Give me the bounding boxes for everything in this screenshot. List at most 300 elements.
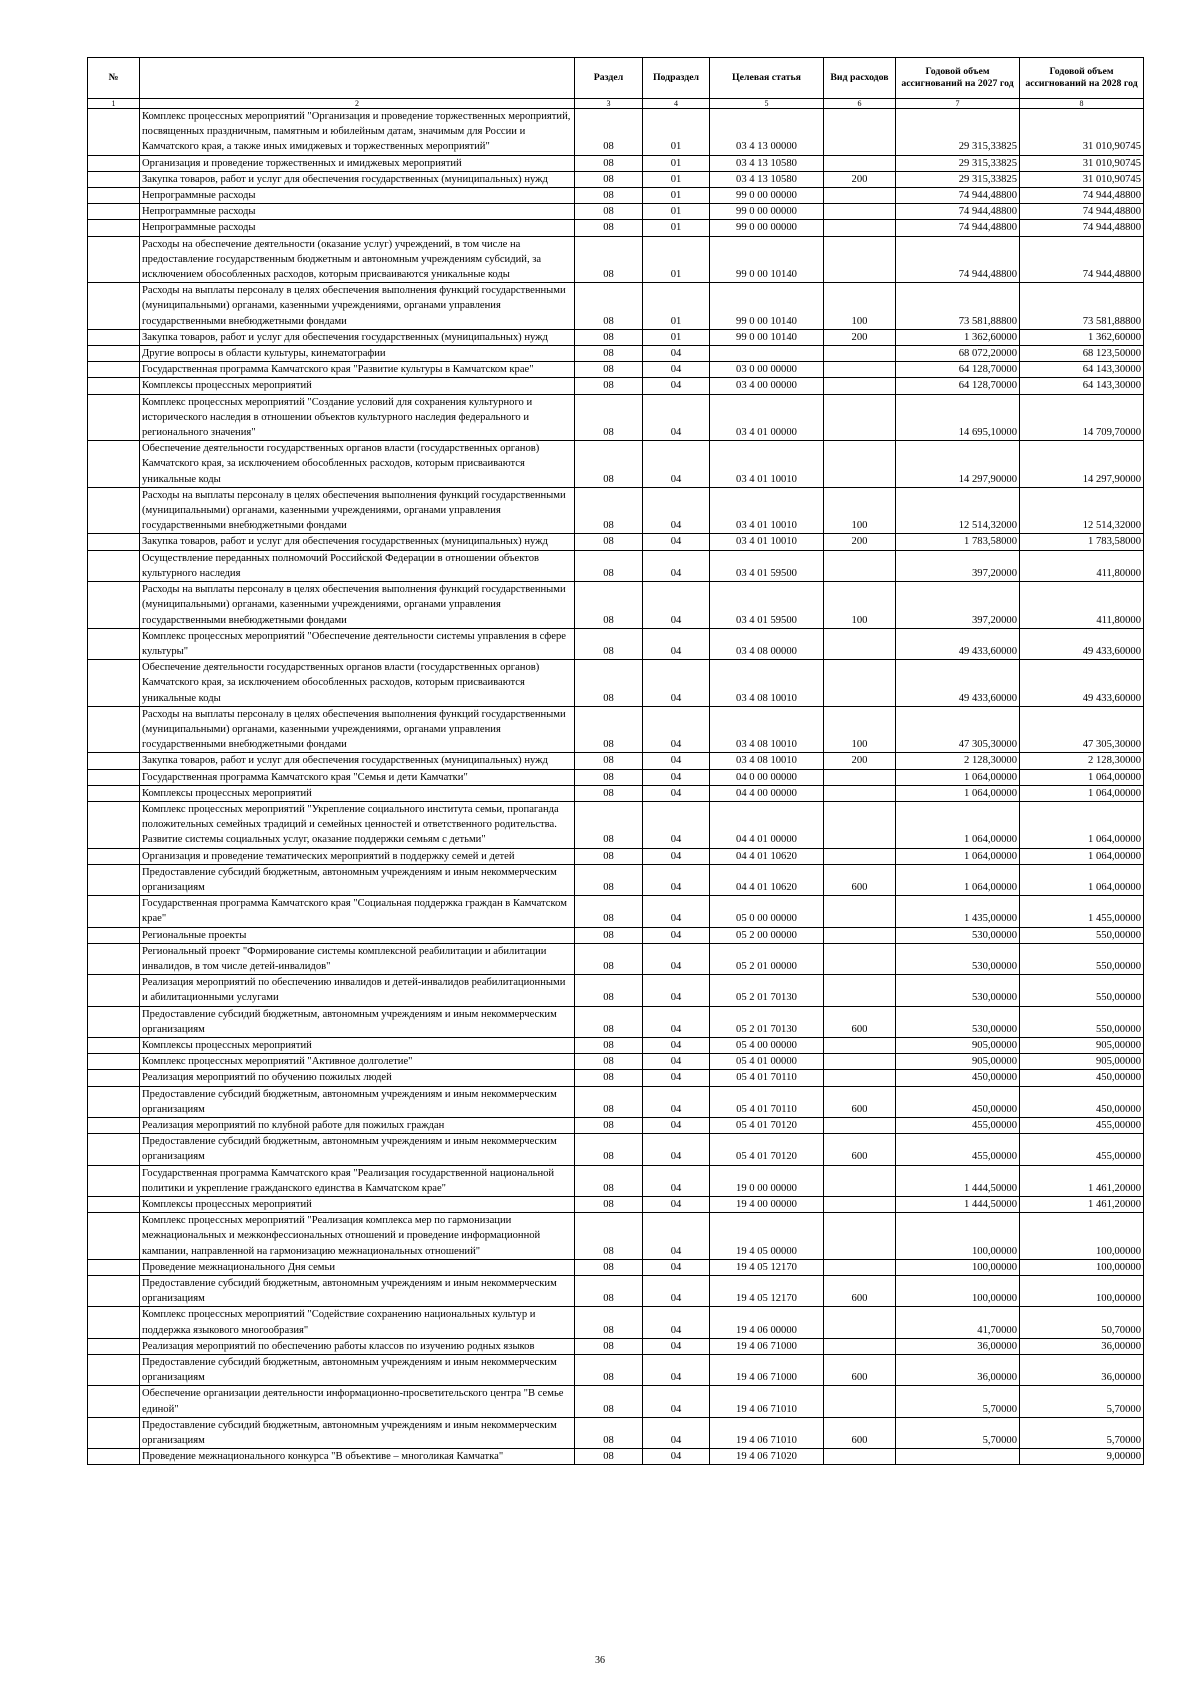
row-volume-2028: 905,00000 xyxy=(1020,1037,1144,1053)
row-expense-type xyxy=(824,1118,896,1134)
row-volume-2028: 12 514,32000 xyxy=(1020,487,1144,534)
row-number-cell xyxy=(88,769,140,785)
row-expense-type xyxy=(824,769,896,785)
row-section: 08 xyxy=(575,1197,643,1213)
row-volume-2028: 411,80000 xyxy=(1020,582,1144,629)
row-number-cell xyxy=(88,1054,140,1070)
row-name: Предоставление субсидий бюджетным, автономным учреждениям и иным некоммерческим организациям xyxy=(140,1086,575,1117)
row-volume-2027: 450,00000 xyxy=(896,1086,1020,1117)
row-number-cell xyxy=(88,1259,140,1275)
row-section: 08 xyxy=(575,441,643,488)
row-volume-2027: 905,00000 xyxy=(896,1037,1020,1053)
row-target-article: 03 4 13 10580 xyxy=(710,171,824,187)
row-expense-type xyxy=(824,1307,896,1338)
row-expense-type xyxy=(824,1197,896,1213)
row-section: 08 xyxy=(575,628,643,659)
table-row xyxy=(88,534,1144,550)
row-expense-type: 100 xyxy=(824,283,896,330)
header-section: Раздел xyxy=(575,58,643,99)
row-volume-2027: 74 944,48800 xyxy=(896,220,1020,236)
table-row xyxy=(88,582,1144,629)
row-name: Обеспечение деятельности государственных органов власти (государственных органов) Камчатского края, за исключением обособленных расходов, которым присваиваются уникальные коды xyxy=(140,441,575,488)
row-volume-2028: 14 709,70000 xyxy=(1020,394,1144,441)
row-name: Расходы на выплаты персоналу в целях обеспечения выполнения функций государственными (муниципальными) органами, казенными учреждениями, органами управления государственными внебюджетными фондами xyxy=(140,582,575,629)
row-target-article: 05 4 01 00000 xyxy=(710,1054,824,1070)
row-section: 08 xyxy=(575,487,643,534)
row-section: 08 xyxy=(575,534,643,550)
row-name: Предоставление субсидий бюджетным, автономным учреждениям и иным некоммерческим организациям xyxy=(140,1006,575,1037)
row-volume-2028: 905,00000 xyxy=(1020,1054,1144,1070)
row-volume-2028: 100,00000 xyxy=(1020,1259,1144,1275)
row-volume-2028: 49 433,60000 xyxy=(1020,628,1144,659)
row-target-article: 03 4 08 10010 xyxy=(710,753,824,769)
row-target-article: 05 2 01 70130 xyxy=(710,975,824,1006)
row-volume-2028: 1 362,60000 xyxy=(1020,329,1144,345)
row-target-article: 99 0 00 10140 xyxy=(710,329,824,345)
row-number-cell xyxy=(88,441,140,488)
row-subsection: 01 xyxy=(643,204,710,220)
row-target-article: 04 0 00 00000 xyxy=(710,769,824,785)
row-section: 08 xyxy=(575,109,643,156)
row-section: 08 xyxy=(575,660,643,707)
row-target-article: 19 4 06 71000 xyxy=(710,1355,824,1386)
row-volume-2028: 50,70000 xyxy=(1020,1307,1144,1338)
header-number: № xyxy=(88,58,140,99)
row-target-article: 99 0 00 10140 xyxy=(710,283,824,330)
row-volume-2028: 1 461,20000 xyxy=(1020,1197,1144,1213)
row-target-article: 03 4 08 10010 xyxy=(710,660,824,707)
row-name: Комплексы процессных мероприятий xyxy=(140,1197,575,1213)
row-number-cell xyxy=(88,1417,140,1448)
row-subsection: 01 xyxy=(643,171,710,187)
row-number-cell xyxy=(88,362,140,378)
table-row xyxy=(88,441,1144,488)
row-target-article: 19 4 05 12170 xyxy=(710,1276,824,1307)
row-volume-2027: 74 944,48800 xyxy=(896,188,1020,204)
row-number-cell xyxy=(88,1213,140,1260)
row-volume-2027: 1 444,50000 xyxy=(896,1165,1020,1196)
row-name: Реализация мероприятий по обеспечению работы классов по изучению родных языков xyxy=(140,1338,575,1354)
row-volume-2027: 14 297,90000 xyxy=(896,441,1020,488)
row-volume-2028: 1 064,00000 xyxy=(1020,769,1144,785)
row-section: 08 xyxy=(575,155,643,171)
row-target-article: 19 4 00 00000 xyxy=(710,1197,824,1213)
column-number: 5 xyxy=(710,99,824,109)
row-volume-2028: 74 944,48800 xyxy=(1020,220,1144,236)
row-section: 08 xyxy=(575,204,643,220)
row-subsection: 04 xyxy=(643,1197,710,1213)
row-name: Комплекс процессных мероприятий "Обеспечение деятельности системы управления в сфере культуры" xyxy=(140,628,575,659)
row-expense-type xyxy=(824,660,896,707)
row-name: Расходы на выплаты персоналу в целях обеспечения выполнения функций государственными (муниципальными) органами, казенными учреждениями, органами управления государственными внебюджетными фондами xyxy=(140,487,575,534)
row-subsection: 04 xyxy=(643,706,710,753)
row-name: Закупка товаров, работ и услуг для обеспечения государственных (муниципальных) нужд xyxy=(140,534,575,550)
row-volume-2027: 49 433,60000 xyxy=(896,660,1020,707)
row-name: Закупка товаров, работ и услуг для обеспечения государственных (муниципальных) нужд xyxy=(140,171,575,187)
row-expense-type xyxy=(824,1213,896,1260)
table-row xyxy=(88,1307,1144,1338)
row-volume-2027: 100,00000 xyxy=(896,1213,1020,1260)
row-volume-2027: 14 695,10000 xyxy=(896,394,1020,441)
row-volume-2028: 74 944,48800 xyxy=(1020,188,1144,204)
row-expense-type xyxy=(824,1070,896,1086)
row-subsection: 04 xyxy=(643,1259,710,1275)
row-section: 08 xyxy=(575,171,643,187)
row-number-cell xyxy=(88,1037,140,1053)
row-expense-type xyxy=(824,394,896,441)
row-name: Региональные проекты xyxy=(140,927,575,943)
row-number-cell xyxy=(88,896,140,927)
row-section: 08 xyxy=(575,378,643,394)
row-section: 08 xyxy=(575,1118,643,1134)
row-section: 08 xyxy=(575,975,643,1006)
row-volume-2028: 2 128,30000 xyxy=(1020,753,1144,769)
row-volume-2028: 1 064,00000 xyxy=(1020,801,1144,848)
row-section: 08 xyxy=(575,1276,643,1307)
row-number-cell xyxy=(88,660,140,707)
row-volume-2027: 530,00000 xyxy=(896,1006,1020,1037)
row-expense-type: 100 xyxy=(824,706,896,753)
row-section: 08 xyxy=(575,1037,643,1053)
row-volume-2028: 1 461,20000 xyxy=(1020,1165,1144,1196)
row-volume-2027: 1 444,50000 xyxy=(896,1197,1020,1213)
row-name: Непрограммные расходы xyxy=(140,220,575,236)
row-expense-type: 200 xyxy=(824,534,896,550)
row-expense-type: 100 xyxy=(824,487,896,534)
row-subsection: 04 xyxy=(643,1165,710,1196)
row-volume-2027: 397,20000 xyxy=(896,550,1020,581)
row-volume-2027: 2 128,30000 xyxy=(896,753,1020,769)
row-volume-2028: 550,00000 xyxy=(1020,927,1144,943)
table-row xyxy=(88,660,1144,707)
row-subsection: 04 xyxy=(643,1037,710,1053)
row-target-article: 03 4 13 00000 xyxy=(710,109,824,156)
column-number: 6 xyxy=(824,99,896,109)
row-volume-2027: 1 435,00000 xyxy=(896,896,1020,927)
table-row xyxy=(88,1276,1144,1307)
row-subsection: 04 xyxy=(643,975,710,1006)
row-target-article: 03 4 01 10010 xyxy=(710,534,824,550)
column-number: 4 xyxy=(643,99,710,109)
row-expense-type: 600 xyxy=(824,1355,896,1386)
row-name: Комплекс процессных мероприятий "Организация и проведение торжественных мероприятий, посвященных праздничным, памятным и юбилейным датам, значимым для России и Камчатского края, а также иных имиджевых и торжественных мероприятий" xyxy=(140,109,575,156)
table-row xyxy=(88,283,1144,330)
row-volume-2027: 455,00000 xyxy=(896,1118,1020,1134)
row-target-article xyxy=(710,346,824,362)
column-number: 1 xyxy=(88,99,140,109)
row-name: Проведение межнационального Дня семьи xyxy=(140,1259,575,1275)
row-expense-type xyxy=(824,109,896,156)
row-section: 08 xyxy=(575,1165,643,1196)
table-row xyxy=(88,785,1144,801)
row-name: Расходы на выплаты персоналу в целях обеспечения выполнения функций государственными (муниципальными) органами, казенными учреждениями, органами управления государственными внебюджетными фондами xyxy=(140,283,575,330)
row-expense-type xyxy=(824,362,896,378)
row-number-cell xyxy=(88,236,140,283)
row-expense-type: 600 xyxy=(824,1086,896,1117)
row-section: 08 xyxy=(575,1386,643,1417)
row-target-article: 05 4 01 70120 xyxy=(710,1118,824,1134)
row-name: Региональный проект "Формирование системы комплексной реабилитации и абилитации инвалидов, в том числе детей-инвалидов" xyxy=(140,943,575,974)
row-name: Комплекс процессных мероприятий "Укрепление социального института семьи, пропаганда положительных семейных традиций и семейных ценностей и ответственного родительства. Развитие системы социальных услуг, оказание поддержки семьям с детьми" xyxy=(140,801,575,848)
row-volume-2027: 5,70000 xyxy=(896,1386,1020,1417)
row-volume-2028: 450,00000 xyxy=(1020,1070,1144,1086)
row-volume-2027: 29 315,33825 xyxy=(896,155,1020,171)
row-name: Комплекс процессных мероприятий "Создание условий для сохранения культурного и исторического наследия в отношении объектов культурного наследия федерального и регионального значения" xyxy=(140,394,575,441)
table-row xyxy=(88,109,1144,156)
row-section: 08 xyxy=(575,1070,643,1086)
row-volume-2028: 14 297,90000 xyxy=(1020,441,1144,488)
row-number-cell xyxy=(88,487,140,534)
table-row xyxy=(88,1259,1144,1275)
row-expense-type xyxy=(824,896,896,927)
row-expense-type xyxy=(824,943,896,974)
row-subsection: 01 xyxy=(643,220,710,236)
row-volume-2027: 455,00000 xyxy=(896,1134,1020,1165)
row-volume-2028: 450,00000 xyxy=(1020,1086,1144,1117)
row-expense-type xyxy=(824,1338,896,1354)
row-subsection: 01 xyxy=(643,155,710,171)
table-row xyxy=(88,1449,1144,1465)
table-row xyxy=(88,394,1144,441)
row-target-article: 05 0 00 00000 xyxy=(710,896,824,927)
row-target-article: 03 4 01 10010 xyxy=(710,487,824,534)
row-volume-2028: 1 064,00000 xyxy=(1020,864,1144,895)
row-number-cell xyxy=(88,1006,140,1037)
row-volume-2028: 5,70000 xyxy=(1020,1386,1144,1417)
row-name: Государственная программа Камчатского края "Развитие культуры в Камчатском крае" xyxy=(140,362,575,378)
row-number-cell xyxy=(88,927,140,943)
row-subsection: 04 xyxy=(643,362,710,378)
row-volume-2028: 74 944,48800 xyxy=(1020,236,1144,283)
table-row xyxy=(88,1197,1144,1213)
row-target-article: 05 2 01 00000 xyxy=(710,943,824,974)
row-target-article: 03 4 08 10010 xyxy=(710,706,824,753)
row-name: Комплекс процессных мероприятий "Активное долголетие" xyxy=(140,1054,575,1070)
header-subsection: Подраздел xyxy=(643,58,710,99)
row-number-cell xyxy=(88,534,140,550)
row-number-cell xyxy=(88,1197,140,1213)
row-section: 08 xyxy=(575,753,643,769)
row-volume-2027: 64 128,70000 xyxy=(896,378,1020,394)
row-target-article: 04 4 01 10620 xyxy=(710,864,824,895)
row-section: 08 xyxy=(575,346,643,362)
row-expense-type xyxy=(824,1037,896,1053)
row-volume-2027: 1 064,00000 xyxy=(896,848,1020,864)
row-volume-2028: 36,00000 xyxy=(1020,1338,1144,1354)
row-subsection: 01 xyxy=(643,283,710,330)
row-name: Предоставление субсидий бюджетным, автономным учреждениям и иным некоммерческим организациям xyxy=(140,1276,575,1307)
row-target-article: 03 4 01 10010 xyxy=(710,441,824,488)
row-volume-2027: 73 581,88800 xyxy=(896,283,1020,330)
row-target-article: 19 4 06 71020 xyxy=(710,1449,824,1465)
row-subsection: 04 xyxy=(643,896,710,927)
row-volume-2027: 1 064,00000 xyxy=(896,769,1020,785)
column-number: 8 xyxy=(1020,99,1144,109)
row-name: Комплексы процессных мероприятий xyxy=(140,785,575,801)
table-row xyxy=(88,236,1144,283)
row-expense-type: 600 xyxy=(824,1276,896,1307)
row-section: 08 xyxy=(575,1449,643,1465)
row-subsection: 01 xyxy=(643,236,710,283)
row-number-cell xyxy=(88,582,140,629)
row-expense-type xyxy=(824,204,896,220)
table-row xyxy=(88,864,1144,895)
row-volume-2027: 74 944,48800 xyxy=(896,204,1020,220)
row-volume-2028: 31 010,90745 xyxy=(1020,155,1144,171)
table-row xyxy=(88,1037,1144,1053)
row-name: Непрограммные расходы xyxy=(140,204,575,220)
row-subsection: 04 xyxy=(643,582,710,629)
row-number-cell xyxy=(88,204,140,220)
row-volume-2027: 49 433,60000 xyxy=(896,628,1020,659)
table-row xyxy=(88,848,1144,864)
row-volume-2028: 1 783,58000 xyxy=(1020,534,1144,550)
table-row xyxy=(88,1134,1144,1165)
row-name: Предоставление субсидий бюджетным, автономным учреждениям и иным некоммерческим организациям xyxy=(140,1134,575,1165)
row-target-article: 03 4 00 00000 xyxy=(710,378,824,394)
row-expense-type: 100 xyxy=(824,582,896,629)
row-volume-2028: 31 010,90745 xyxy=(1020,109,1144,156)
row-expense-type xyxy=(824,1449,896,1465)
row-target-article: 19 4 05 12170 xyxy=(710,1259,824,1275)
row-name: Комплексы процессных мероприятий xyxy=(140,1037,575,1053)
row-target-article: 03 4 08 00000 xyxy=(710,628,824,659)
row-subsection: 04 xyxy=(643,1386,710,1417)
row-target-article: 19 4 06 71010 xyxy=(710,1386,824,1417)
row-subsection: 04 xyxy=(643,1006,710,1037)
table-row xyxy=(88,628,1144,659)
table-row xyxy=(88,487,1144,534)
row-target-article: 04 4 01 10620 xyxy=(710,848,824,864)
row-volume-2028: 74 944,48800 xyxy=(1020,204,1144,220)
table-row xyxy=(88,1054,1144,1070)
row-target-article: 99 0 00 00000 xyxy=(710,204,824,220)
row-name: Реализация мероприятий по обеспечению инвалидов и детей-инвалидов реабилитационными и абилитационными услугами xyxy=(140,975,575,1006)
row-subsection: 04 xyxy=(643,1276,710,1307)
row-name: Государственная программа Камчатского края "Социальная поддержка граждан в Камчатском крае" xyxy=(140,896,575,927)
row-number-cell xyxy=(88,1276,140,1307)
row-volume-2028: 1 064,00000 xyxy=(1020,785,1144,801)
row-volume-2027: 100,00000 xyxy=(896,1259,1020,1275)
row-target-article: 19 4 06 71010 xyxy=(710,1417,824,1448)
table-row xyxy=(88,188,1144,204)
row-section: 08 xyxy=(575,582,643,629)
row-section: 08 xyxy=(575,362,643,378)
table-row xyxy=(88,975,1144,1006)
row-subsection: 04 xyxy=(643,1054,710,1070)
row-volume-2027: 64 128,70000 xyxy=(896,362,1020,378)
row-volume-2027: 47 305,30000 xyxy=(896,706,1020,753)
row-section: 08 xyxy=(575,329,643,345)
row-expense-type xyxy=(824,785,896,801)
row-volume-2027: 1 362,60000 xyxy=(896,329,1020,345)
row-number-cell xyxy=(88,1118,140,1134)
row-volume-2028: 47 305,30000 xyxy=(1020,706,1144,753)
row-subsection: 04 xyxy=(643,1449,710,1465)
row-subsection: 04 xyxy=(643,550,710,581)
row-volume-2027: 530,00000 xyxy=(896,975,1020,1006)
row-expense-type xyxy=(824,550,896,581)
row-name: Осуществление переданных полномочий Российской Федерации в отношении объектов культурного наследия xyxy=(140,550,575,581)
row-target-article: 19 4 06 00000 xyxy=(710,1307,824,1338)
row-number-cell xyxy=(88,329,140,345)
row-number-cell xyxy=(88,550,140,581)
row-number-cell xyxy=(88,801,140,848)
column-number: 2 xyxy=(140,99,575,109)
row-number-cell xyxy=(88,1070,140,1086)
row-volume-2028: 550,00000 xyxy=(1020,1006,1144,1037)
row-name: Обеспечение деятельности государственных органов власти (государственных органов) Камчатского края, за исключением обособленных расходов, которым присваиваются уникальные коды xyxy=(140,660,575,707)
row-subsection: 04 xyxy=(643,1070,710,1086)
row-section: 08 xyxy=(575,927,643,943)
row-subsection: 04 xyxy=(643,785,710,801)
row-expense-type xyxy=(824,378,896,394)
row-section: 08 xyxy=(575,1307,643,1338)
row-number-cell xyxy=(88,155,140,171)
row-expense-type xyxy=(824,801,896,848)
row-subsection: 04 xyxy=(643,864,710,895)
row-subsection: 04 xyxy=(643,943,710,974)
row-number-cell xyxy=(88,1449,140,1465)
row-volume-2027: 1 783,58000 xyxy=(896,534,1020,550)
row-number-cell xyxy=(88,346,140,362)
table-row xyxy=(88,927,1144,943)
row-number-cell xyxy=(88,283,140,330)
row-section: 08 xyxy=(575,220,643,236)
row-number-cell xyxy=(88,706,140,753)
row-subsection: 04 xyxy=(643,848,710,864)
row-target-article: 05 4 01 70120 xyxy=(710,1134,824,1165)
row-volume-2027: 450,00000 xyxy=(896,1070,1020,1086)
row-section: 08 xyxy=(575,394,643,441)
table-row xyxy=(88,1086,1144,1117)
row-number-cell xyxy=(88,378,140,394)
table-row xyxy=(88,1338,1144,1354)
table-row xyxy=(88,550,1144,581)
row-volume-2028: 73 581,88800 xyxy=(1020,283,1144,330)
row-expense-type: 200 xyxy=(824,171,896,187)
header-volume-2027: Годовой объем ассигнований на 2027 год xyxy=(896,58,1020,99)
table-row xyxy=(88,1070,1144,1086)
row-expense-type: 200 xyxy=(824,329,896,345)
row-expense-type: 600 xyxy=(824,1006,896,1037)
row-subsection: 04 xyxy=(643,1213,710,1260)
row-volume-2027: 905,00000 xyxy=(896,1054,1020,1070)
row-volume-2028: 100,00000 xyxy=(1020,1213,1144,1260)
row-target-article: 04 4 00 00000 xyxy=(710,785,824,801)
row-volume-2028: 31 010,90745 xyxy=(1020,171,1144,187)
row-section: 08 xyxy=(575,1338,643,1354)
row-number-cell xyxy=(88,109,140,156)
row-section: 08 xyxy=(575,188,643,204)
row-target-article: 99 0 00 00000 xyxy=(710,220,824,236)
row-name: Обеспечение организации деятельности информационно-просветительского центра "В семье единой" xyxy=(140,1386,575,1417)
row-name: Комплекс процессных мероприятий "Содействие сохранению национальных культур и поддержка языкового многообразия" xyxy=(140,1307,575,1338)
row-number-cell xyxy=(88,394,140,441)
row-subsection: 04 xyxy=(643,1118,710,1134)
row-volume-2028: 550,00000 xyxy=(1020,975,1144,1006)
row-expense-type: 600 xyxy=(824,864,896,895)
table-row xyxy=(88,1006,1144,1037)
header-name xyxy=(140,58,575,99)
row-name: Предоставление субсидий бюджетным, автономным учреждениям и иным некоммерческим организациям xyxy=(140,1417,575,1448)
row-expense-type: 600 xyxy=(824,1417,896,1448)
row-subsection: 04 xyxy=(643,1338,710,1354)
row-number-cell xyxy=(88,753,140,769)
row-volume-2028: 1 064,00000 xyxy=(1020,848,1144,864)
row-section: 08 xyxy=(575,1417,643,1448)
row-number-cell xyxy=(88,1355,140,1386)
